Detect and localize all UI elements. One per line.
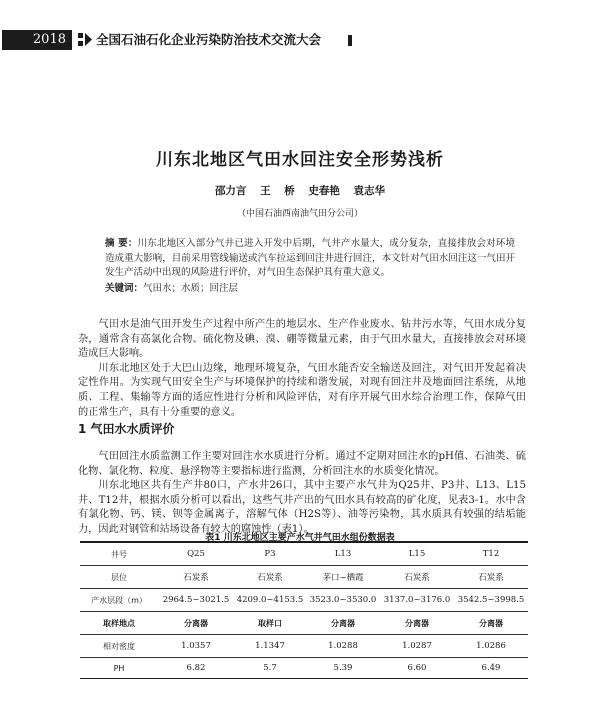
table-cell: 相对密度: [80, 635, 158, 658]
table-cell: 1.0286: [454, 635, 528, 658]
table-cell: P3: [234, 542, 306, 566]
table-row: [80, 612, 528, 635]
table-cell: L15: [380, 542, 454, 566]
table-cell: 6.60: [380, 658, 454, 679]
table-cell: 6.49: [454, 658, 528, 679]
table-cell: 层位: [80, 566, 158, 589]
keywords: [105, 282, 515, 296]
section-paragraph: 川东北地区共有生产井80口，产水井26口，其中主要产水气井为Q25井、P3井、L13、L15井、T12井，根据水质分析可以看出，这些气井产出的气田水具有较高的矿化度，见表3-1。水中含有氯化物、钙、镁、钡等金属离子，溶解气体（H2S等）、油等污染物，其水质具有较强的结垢能力，因此对钢管和站场设备有较大的腐蚀性（表1）。: [78, 480, 526, 535]
table-header-row: [80, 542, 528, 566]
table-row: [80, 589, 528, 612]
table-cell: Q25: [158, 542, 234, 566]
table-cell: 茅口~栖霞: [306, 566, 380, 589]
header-end-bar: [348, 35, 352, 46]
table-cell: 取样地点: [80, 612, 158, 635]
table-cell: 1.0357: [158, 635, 234, 658]
table-cell: 分离器: [158, 612, 234, 635]
table-cell: L13: [306, 542, 380, 566]
paper-authors: 邵力言 王 桥 史春艳 袁志华: [214, 185, 386, 197]
table-row: [80, 658, 528, 679]
section-paragraph: 气田回注水质监测工作主要对回注水水质进行分析。通过不定期对回注水的pH值、石油类、硫化物、氯化物、粒度、悬浮物等主要指标进行监测，分析回注水的水质变化情况。: [78, 451, 526, 477]
abstract-text: 川东北地区入部分气井已进入开发中后期，气井产水量大，成分复杂，直接排放会对环境造成重大影响，目前采用管线输送或汽车拉运到回注井进行回注，本文针对气田水回注这一气田开发生产活动中出现的风险进行评价，对气田生态保护具有重大意义。: [105, 238, 515, 278]
table-cell: 分离器: [380, 612, 454, 635]
table-cell: 分离器: [306, 612, 380, 635]
table-caption: 表1 川东北地区主要产水气井气田水组份数据表: [205, 533, 395, 543]
paper-affiliation: （中国石油西南油气田分公司）: [236, 209, 363, 219]
table-cell: 井号: [80, 542, 158, 566]
table-cell: 石炭系: [158, 566, 234, 589]
section-1-body: [78, 450, 526, 538]
section-heading: 1 气田水水质评价: [78, 422, 175, 436]
intro-paragraph: 川东北地区处于大巴山边缘，地理环境复杂，气田水能否安全输送及回注，对气田开发起着决定性作用。为实现气田安全生产与环境保护的持续和谐发展，对现有回注井及地面回注系统，从地质、工程、集输等方面的适应性进行分析和风险评估，对有序开展气田水综合治理工作，保障气田的正常生产，具有十分重要的意义。: [78, 362, 526, 418]
intro-section: [78, 318, 526, 420]
abstract-label: 摘 要：: [105, 238, 138, 249]
table-cell: 3542.5~3998.5: [454, 589, 528, 612]
table-cell: 3523.0~3530.0: [306, 589, 380, 612]
arrow-mark-icon: [78, 33, 92, 47]
keywords-label: 关键词：: [105, 283, 144, 294]
abstract: [105, 237, 515, 281]
table-cell: 分离器: [454, 612, 528, 635]
table-cell: 石炭系: [454, 566, 528, 589]
intro-paragraph: 气田水是油气田开发生产过程中所产生的地层水、生产作业废水、钻井污水等，气田水成分复杂，通常含有高氯化合物、硫化物及碘、溴、硼等微量元素，由于气田水量大，直接排放会对环境造成巨大影响。: [78, 319, 526, 360]
table-cell: 6.82: [158, 658, 234, 679]
table-cell: 5.39: [306, 658, 380, 679]
table-cell: 产水层段（m）: [80, 589, 158, 612]
table-cell: 3137.0~3176.0: [380, 589, 454, 612]
header-year: 2018: [2, 30, 72, 50]
table-cell: PH: [80, 658, 158, 679]
table-row: [80, 635, 528, 658]
table-cell: 5.7: [234, 658, 306, 679]
table-cell: 石炭系: [380, 566, 454, 589]
keywords-text: 气田水；水质；回注层: [143, 283, 239, 294]
table-row: [80, 566, 528, 589]
paper-title: 川东北地区气田水回注安全形势浅析: [156, 150, 444, 170]
table-cell: 取样口: [234, 612, 306, 635]
table-cell: 1.1347: [234, 635, 306, 658]
table-cell: 4209.0~4153.5: [234, 589, 306, 612]
page-header: [0, 30, 600, 50]
table-cell: T12: [454, 542, 528, 566]
table-cell: 石炭系: [234, 566, 306, 589]
table-cell: 2964.5~3021.5: [158, 589, 234, 612]
table-cell: 1.0288: [306, 635, 380, 658]
table-cell: 1.0287: [380, 635, 454, 658]
gas-well-water-table: [80, 541, 528, 679]
header-conference: 全国石油石化企业污染防治技术交流大会: [96, 32, 322, 47]
